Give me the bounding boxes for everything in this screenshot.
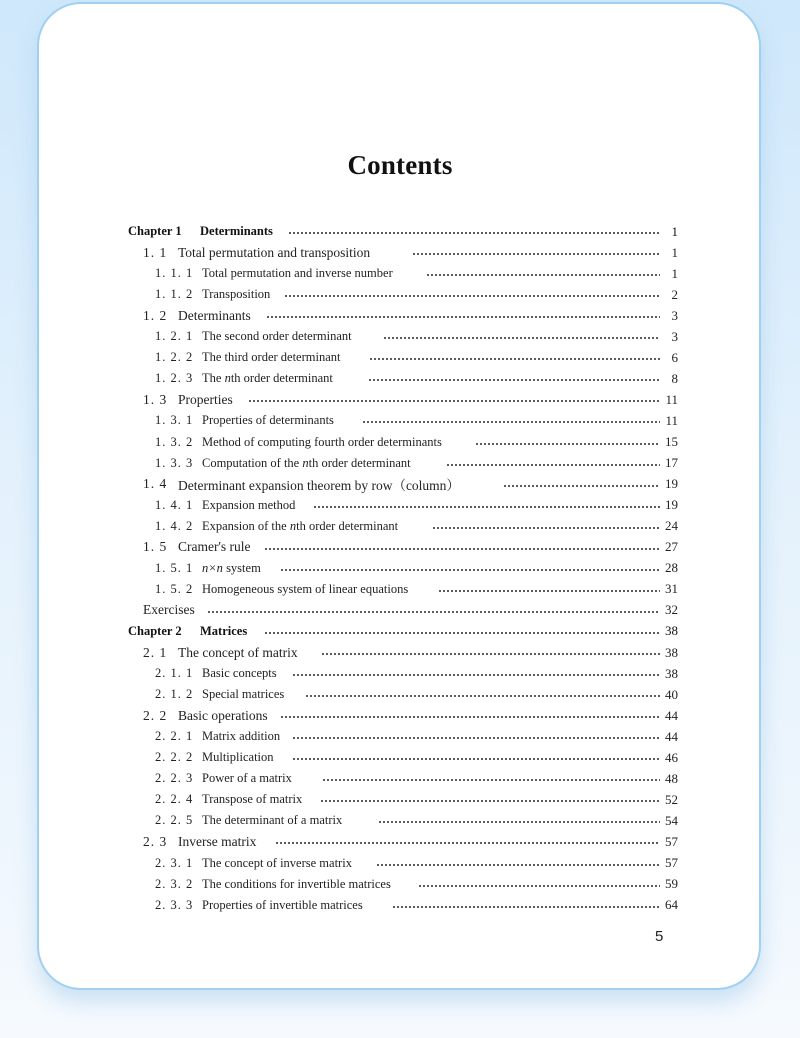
- toc-entry-title: Special matrices: [202, 687, 285, 702]
- toc-dot-leader: [305, 695, 660, 697]
- toc-entry-page: 48: [665, 770, 678, 786]
- toc-entry-page: 64: [665, 897, 678, 913]
- toc-entry[interactable]: [0, 368, 800, 389]
- toc-entry[interactable]: [0, 747, 800, 768]
- toc-entry[interactable]: [0, 663, 800, 684]
- toc-entry-number: 2. 3: [143, 833, 168, 849]
- toc-entry-number: 2. 3. 2: [155, 876, 194, 891]
- toc-entry-number: 2. 2. 5: [155, 813, 194, 828]
- toc-entry[interactable]: [0, 432, 800, 453]
- toc-entry-title: Properties of determinants: [202, 413, 334, 428]
- toc-entry-title: Total permutation and transposition: [178, 244, 371, 260]
- toc-entry[interactable]: [0, 537, 800, 558]
- toc-dot-leader: [438, 590, 660, 592]
- toc-entry-number: 2. 3. 1: [155, 855, 194, 870]
- toc-entry-title: Matrix addition: [202, 729, 281, 744]
- toc-dot-leader: [292, 674, 660, 676]
- toc-entry-number: 2. 2. 3: [155, 771, 194, 786]
- toc-dot-leader: [288, 232, 660, 234]
- toc-entry-title: The determinant of a matrix: [202, 813, 343, 828]
- toc-entry-title: Total permutation and inverse number: [202, 266, 393, 281]
- toc-entry[interactable]: [0, 221, 800, 242]
- toc-entry[interactable]: [0, 495, 800, 516]
- toc-entry-title: Power of a matrix: [202, 771, 292, 786]
- toc-entry-number: 1. 3. 2: [155, 434, 194, 449]
- toc-entry-page: 11: [665, 391, 678, 407]
- toc-entry[interactable]: [0, 768, 800, 789]
- toc-entry-title: [202, 561, 261, 576]
- toc-entry-page: 17: [665, 455, 678, 471]
- toc-entry-title: Determinants: [178, 307, 251, 323]
- toc-entry-title: The concept of matrix: [178, 644, 298, 660]
- toc-entry[interactable]: [0, 642, 800, 663]
- toc-entry-page: 6: [671, 349, 678, 365]
- toc-dot-leader: [426, 274, 660, 276]
- toc-entry-page: 38: [665, 623, 678, 639]
- toc-entry-page: 38: [665, 665, 678, 681]
- toc-entry[interactable]: [0, 516, 800, 537]
- toc-dot-leader: [284, 295, 660, 297]
- toc-entry-title: Multiplication: [202, 750, 274, 765]
- toc-entry-title: Basic operations: [178, 707, 268, 723]
- toc-entry-page: 59: [665, 876, 678, 892]
- toc-entry-title: Basic concepts: [202, 666, 277, 681]
- toc-entry-page: 57: [665, 833, 678, 849]
- toc-entry-title: The concept of inverse matrix: [202, 855, 352, 870]
- toc-entry[interactable]: [0, 389, 800, 410]
- toc-entry-title-text: Expansion of the: [202, 518, 290, 533]
- toc-dot-leader: [266, 316, 660, 318]
- toc-entry-page: 24: [665, 518, 678, 534]
- toc-entry-page: 3: [671, 307, 678, 323]
- toc-entry-page: 28: [665, 560, 678, 576]
- toc-entry-number: 1. 2: [143, 307, 168, 323]
- toc-entry-title: The second order determinant: [202, 329, 352, 344]
- toc-entry-number: 2. 1. 2: [155, 687, 194, 702]
- toc-entry-number: 1. 3. 1: [155, 413, 194, 428]
- toc-entry-title: Matrices: [200, 623, 248, 638]
- toc-dot-leader: [280, 716, 660, 718]
- toc-dot-leader: [392, 906, 660, 908]
- toc-entry-number: 1. 3: [143, 391, 168, 407]
- toc-entry-page: 44: [665, 707, 678, 723]
- toc-entry-page: 32: [665, 602, 678, 618]
- toc-entry-page: 57: [665, 855, 678, 870]
- toc-dot-leader: [248, 400, 660, 402]
- toc-entry-page: 31: [665, 581, 678, 597]
- toc-entry[interactable]: [0, 453, 800, 474]
- toc-entry-title-math: n: [289, 518, 297, 533]
- page-number: 5: [655, 928, 664, 945]
- toc-entry-page: 46: [665, 749, 678, 765]
- toc-dot-leader: [322, 779, 660, 781]
- toc-entry-page: 52: [665, 791, 678, 807]
- toc-dot-leader: [320, 800, 660, 802]
- toc-entry-title: Transposition: [202, 287, 271, 302]
- toc-dot-leader: [264, 548, 660, 550]
- toc-entry-title-text: th order determinant: [308, 455, 411, 470]
- toc-entry-number: 2. 1: [143, 644, 168, 660]
- toc-entry-title: Cramer's rule: [178, 539, 251, 555]
- toc-entry-number: 2. 1. 1: [155, 666, 194, 681]
- toc-entry-title-text: th order determinant: [296, 518, 399, 533]
- toc-entry-title: [202, 456, 411, 471]
- toc-entry[interactable]: [0, 831, 800, 852]
- toc-entry-number: 1. 1. 2: [155, 287, 194, 302]
- toc-dot-leader: [292, 758, 660, 760]
- toc-entry-number: 1. 2. 3: [155, 371, 194, 386]
- toc-entry-title-math: n×n: [202, 560, 223, 575]
- toc-entry-page: 15: [665, 434, 678, 449]
- toc-entry-title-text: Computation of the: [202, 455, 303, 470]
- toc-entry-number: 2. 2. 1: [155, 729, 194, 744]
- page-title: Contents: [347, 150, 453, 180]
- toc-entry[interactable]: [0, 263, 800, 284]
- toc-entry-title: Properties: [178, 391, 233, 407]
- toc-entry[interactable]: [0, 705, 800, 726]
- toc-dot-leader: [275, 842, 660, 844]
- toc-entry[interactable]: [0, 326, 800, 347]
- toc-entry-title: Homogeneous system of linear equations: [202, 581, 409, 596]
- toc-entry-page: 19: [665, 476, 678, 492]
- toc-entry-page: 3: [671, 328, 678, 344]
- toc-dot-leader: [432, 527, 660, 529]
- toc-dot-leader: [376, 864, 660, 866]
- toc-entry[interactable]: [0, 242, 800, 263]
- toc-dot-leader: [280, 569, 660, 571]
- toc-entry-page: 8: [671, 370, 678, 386]
- toc-entry[interactable]: [0, 895, 800, 916]
- toc-entry[interactable]: [0, 874, 800, 895]
- toc-entry[interactable]: [0, 726, 800, 747]
- toc-entry-number: Chapter 2: [128, 623, 182, 638]
- toc-entry-title: Determinants: [200, 224, 273, 238]
- toc-dot-leader: [264, 632, 660, 634]
- toc-entry-title: Determinant expansion theorem by row（column）: [178, 478, 460, 494]
- toc-entry[interactable]: [0, 347, 800, 368]
- toc-entry-page: 44: [665, 728, 678, 744]
- toc-entry-title: The conditions for invertible matrices: [202, 876, 391, 891]
- toc-entry[interactable]: [0, 579, 800, 600]
- toc-entry[interactable]: [0, 853, 800, 874]
- toc-entry-page: 1: [671, 223, 678, 239]
- toc-entry-title: Exercises: [143, 602, 195, 618]
- toc-dot-leader: [378, 821, 660, 823]
- toc-entry-title: Inverse matrix: [178, 833, 257, 849]
- toc-dot-leader: [362, 421, 660, 423]
- toc-entry-number: 1. 2. 2: [155, 350, 194, 365]
- toc-entry-title: [202, 519, 398, 534]
- toc-entry[interactable]: [0, 600, 800, 621]
- toc-entry-page: 11: [665, 412, 678, 428]
- toc-dot-leader: [368, 379, 660, 381]
- toc-entry[interactable]: [0, 284, 800, 305]
- toc-entry[interactable]: [0, 410, 800, 431]
- toc-entry-number: 1. 4: [143, 476, 168, 492]
- toc-dot-leader: [369, 358, 660, 360]
- toc-entry-title: Properties of invertible matrices: [202, 897, 363, 912]
- toc-dot-leader: [412, 253, 660, 255]
- toc-entry-number: 2. 2. 4: [155, 792, 194, 807]
- toc-dot-leader: [503, 485, 660, 487]
- toc-entry-page: 27: [665, 539, 678, 555]
- toc-dot-leader: [313, 506, 660, 508]
- toc-entry[interactable]: [0, 474, 800, 495]
- toc-entry-title-text: The: [202, 371, 225, 386]
- toc-dot-leader: [446, 464, 660, 466]
- toc-entry[interactable]: [0, 789, 800, 810]
- toc-dot-leader: [292, 737, 660, 739]
- toc-entry-number: 1. 1. 1: [155, 266, 194, 281]
- toc-entry-title: Expansion method: [202, 497, 296, 512]
- toc-entry-number: Chapter 1: [128, 224, 182, 238]
- toc-entry-number: 2. 2: [143, 707, 168, 723]
- toc-dot-leader: [475, 443, 660, 445]
- toc-entry[interactable]: [0, 810, 800, 831]
- toc-dot-leader: [383, 337, 660, 339]
- toc-entry-number: 1. 4. 1: [155, 497, 194, 512]
- toc-entry-number: 1. 2. 1: [155, 329, 194, 344]
- toc-entry-page: 54: [665, 812, 678, 828]
- toc-entry-title-math: n: [224, 371, 231, 386]
- toc-entry-number: 1. 3. 3: [155, 455, 194, 470]
- toc-entry-title: Transpose of matrix: [202, 792, 303, 807]
- toc-entry[interactable]: [0, 684, 800, 705]
- toc-entry-number: 1. 5. 2: [155, 581, 194, 596]
- toc-entry-page: 1: [671, 244, 678, 260]
- toc-entry[interactable]: [0, 621, 800, 642]
- toc-entry-page: 40: [665, 686, 678, 702]
- toc-entry-number: 1. 5. 1: [155, 560, 194, 575]
- toc-entry-page: 1: [671, 265, 678, 281]
- toc-entry-number: 2. 2. 2: [155, 750, 194, 765]
- toc-entry-title-text: th order determinant: [230, 371, 333, 386]
- toc-entry-title: Method of computing fourth order determinants: [202, 434, 442, 449]
- toc-entry[interactable]: [0, 305, 800, 326]
- toc-entry-title-math: n: [302, 455, 309, 470]
- toc-entry-title-text: system: [222, 560, 261, 575]
- toc-entry-number: 1. 5: [143, 539, 168, 555]
- toc-entry-number: 1. 1: [143, 244, 168, 260]
- toc-entry-title: [202, 371, 333, 386]
- toc-dot-leader: [321, 653, 660, 655]
- toc-entry-page: 2: [671, 286, 678, 302]
- toc-dot-leader: [418, 885, 660, 887]
- toc-entry[interactable]: [0, 558, 800, 579]
- toc-entry-number: 1. 4. 2: [155, 518, 194, 533]
- toc-dot-leader: [207, 611, 660, 613]
- toc-entry-page: 38: [665, 644, 678, 660]
- toc-entry-number: 2. 3. 3: [155, 897, 194, 912]
- toc-entry-page: 19: [665, 497, 678, 513]
- toc-entry-title: The third order determinant: [202, 350, 341, 365]
